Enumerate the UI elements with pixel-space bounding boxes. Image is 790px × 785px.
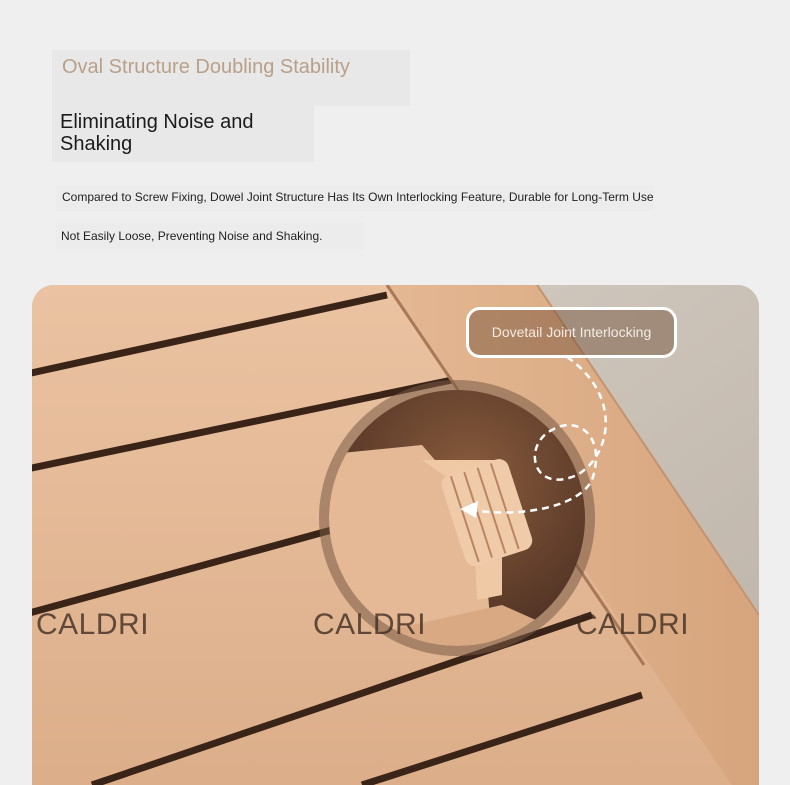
- product-photo: [32, 285, 759, 785]
- subtitle: Oval Structure Doubling Stability: [62, 56, 350, 78]
- dovetail-joint-badge: Dovetail Joint Interlocking: [466, 307, 677, 358]
- brand-watermark: CALDRI: [36, 608, 150, 641]
- description-line1: Compared to Screw Fixing, Dowel Joint Structure Has Its Own Interlocking Feature, Durable for Long-Term Use: [62, 190, 654, 204]
- brand-watermark: CALDRI: [576, 608, 690, 641]
- brand-watermark: CALDRI: [313, 608, 427, 641]
- page-title: Eliminating Noise and Shaking: [60, 111, 254, 155]
- description-line2: Not Easily Loose, Preventing Noise and Shaking.: [61, 229, 323, 243]
- wood-joint-illustration: [32, 285, 759, 785]
